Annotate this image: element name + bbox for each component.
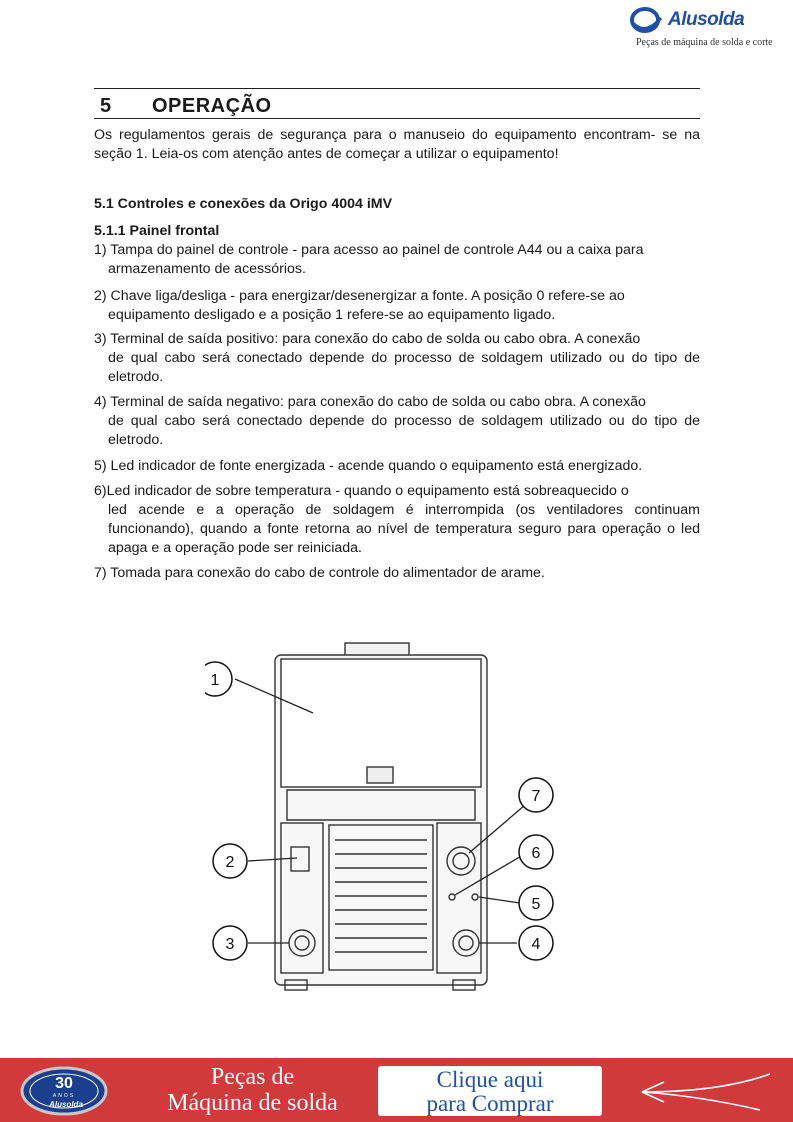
section-title	[100, 95, 272, 118]
panel-title: 5.1.1 Painel frontal	[94, 223, 220, 239]
banner-line-2: Máquina de solda	[167, 1090, 338, 1116]
callout-5	[519, 886, 553, 920]
list-item-first-line: 7) Tomada para conexão do cabo de controle do alimentador de arame.	[94, 565, 545, 581]
heading-rule-bottom	[94, 118, 700, 119]
front-panel-figure	[205, 625, 585, 1005]
badge-sub: ANOS	[52, 1093, 76, 1099]
buy-button-line-2: para Comprar	[426, 1091, 554, 1116]
callout-3	[213, 926, 247, 960]
callout-7-label: 7	[531, 788, 541, 805]
callout-5-label: 5	[531, 896, 541, 913]
callout-4	[519, 926, 553, 960]
list-item	[94, 330, 700, 387]
banner-text	[130, 1064, 375, 1116]
callout-6	[519, 835, 553, 869]
list-item-first-line: 3) Terminal de saída positivo: para conexão do cabo de solda ou cabo obra. A conexão	[94, 331, 641, 347]
callout-1-label: 1	[210, 672, 220, 689]
list-item-first-line: 2) Chave liga/desliga - para energizar/desenergizar a fonte. A posição 0 refere-se ao	[94, 288, 625, 304]
list-item	[94, 241, 700, 279]
list-item-first-line: 4) Terminal de saída negativo: para conexão do cabo de solda ou cabo obra. A conexão	[94, 394, 646, 410]
callout-3-label: 3	[225, 936, 235, 953]
list-item	[94, 482, 700, 558]
badge-brand: Alusolda	[49, 1100, 83, 1109]
section-intro: Os regulamentos gerais de segurança para o manuseio do equipamento encontram- se na seção 1. Leia-os com atenção antes de começar a utilizar o equipamento!	[94, 127, 700, 162]
badge-number: 30	[55, 1075, 73, 1092]
banner-line-1: Peças de	[210, 1064, 295, 1090]
callout-4-label: 4	[531, 936, 541, 953]
list-item-first-line: 6)Led indicador de sobre temperatura - quando o equipamento está sobreaquecido o	[94, 483, 629, 499]
buy-button[interactable]	[378, 1066, 602, 1116]
callout-2	[213, 844, 247, 878]
list-item	[94, 564, 700, 583]
section-title-text: OPERAÇÃO	[152, 95, 272, 117]
subsection-title: 5.1 Controles e conexões da Origo 4004 iMV	[94, 196, 393, 212]
list-item-rest: equipamento desligado e a posição 1 refere-se ao equipamento ligado.	[108, 307, 556, 323]
alusolda-swoosh-icon	[630, 6, 664, 34]
promo-banner[interactable]	[0, 1058, 793, 1122]
callout-1	[205, 662, 232, 696]
callout-7	[519, 778, 553, 812]
list-item-first-line: 1) Tampa do painel de controle - para acesso ao painel de controle A44 ou a caixa para	[94, 242, 644, 258]
list-item	[94, 287, 700, 325]
callout-6-label: 6	[531, 845, 541, 862]
anniversary-badge-icon	[20, 1066, 108, 1116]
list-item	[94, 393, 700, 450]
callout-2-label: 2	[225, 854, 235, 871]
list-item-rest: de qual cabo será conectado depende do processo de soldagem utilizado ou do tipo de eletrodo.	[108, 413, 700, 448]
brand-name: Alusolda	[668, 9, 745, 30]
arrow-left-icon	[630, 1066, 780, 1116]
brand-logo	[630, 6, 780, 50]
list-item-rest: armazenamento de acessórios.	[108, 261, 306, 277]
list-item	[94, 457, 700, 476]
list-item-first-line: 5) Led indicador de fonte energizada - acende quando o equipamento está energizado.	[94, 458, 643, 474]
list-item-rest: led acende e a operação de soldagem é interrompida (os ventiladores continuam funcionando), quando a fonte retorna ao nível de temperatura seguro para operação o led apaga e a operação pode ser reiniciada.	[108, 502, 700, 556]
section-number: 5	[100, 95, 112, 117]
buy-button-line-1: Clique aqui	[436, 1067, 544, 1092]
heading-rule-top	[94, 88, 700, 89]
list-item-rest: de qual cabo será conectado depende do processo de soldagem utilizado ou do tipo de eletrodo.	[108, 350, 700, 385]
brand-tagline: Peças de máquina de solda e corte	[636, 37, 773, 48]
